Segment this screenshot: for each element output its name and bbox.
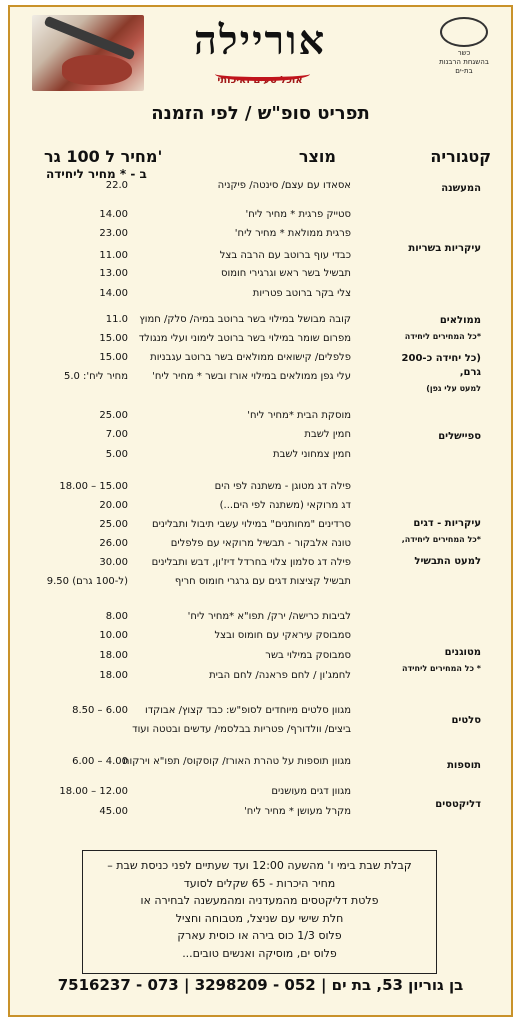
special-line: קבלת שבת בימי ו' מהשעה 12:00 ועד שעתיים לפני כניסת שבת – xyxy=(107,859,412,872)
item-price: 18.00 xyxy=(99,650,128,661)
menu-item-row xyxy=(10,410,511,428)
item-price: מחיר ליח': 5.0 xyxy=(63,371,128,382)
item-price: 9.50 (ל-100 גרם) xyxy=(46,576,128,587)
menu-item-row xyxy=(10,705,511,723)
header xyxy=(10,7,511,95)
menu-item-row xyxy=(10,724,511,742)
price-subheader: ב - * מחיר ליחידה xyxy=(46,167,147,181)
kosher-certificate xyxy=(433,17,495,76)
item-name: מפרום שומר במילוי בשר ברוטב לימוני ועלי מנגולד xyxy=(138,333,351,344)
kosher-seal-icon xyxy=(440,17,488,47)
item-price: 18.00 – 15.00 xyxy=(59,481,128,492)
menu-item-row xyxy=(10,806,511,824)
item-name: מוסקת הבית *מחיר ליח' xyxy=(247,410,351,421)
menu-item-row xyxy=(10,209,511,227)
category-name: עיקריות - דגים xyxy=(413,518,481,529)
item-price: 8.00 xyxy=(105,611,128,622)
kosher-line-1: כשר xyxy=(457,49,471,57)
category-note: *כל המחירים ליחידה xyxy=(404,332,481,341)
menu-page xyxy=(8,5,513,1017)
item-name: מגוון סלטים מיוחדים לסופ"ש: כבד קצוץ/ אבוקדו xyxy=(144,705,351,716)
item-name: כבדי עוף ברוטב עם הרבה בצל xyxy=(219,250,351,261)
restaurant-logo xyxy=(185,19,335,89)
menu-item-row xyxy=(10,352,511,370)
category-name: מטוגנים xyxy=(444,647,481,658)
item-name: לביבות כרישה/ ירק/ תפו"א *מחיר ליח' xyxy=(187,611,351,622)
chili-pepper-icon xyxy=(215,67,310,81)
menu-item-row xyxy=(10,429,511,447)
menu-item-row xyxy=(10,557,511,575)
menu-item-row xyxy=(10,630,511,648)
kosher-line-2: בהשגחת הרבנות xyxy=(439,58,489,66)
item-name: אסאדו עם עצם/ סינטה/ פיקניה xyxy=(217,180,351,191)
menu-item-row xyxy=(10,519,511,537)
special-line: פלוס ים, מוסיקה ואנשים טובים... xyxy=(182,946,337,960)
item-price: 8.50 – 6.00 xyxy=(72,705,128,716)
menu-item-row xyxy=(10,288,511,306)
kosher-line-3: בת-ים xyxy=(455,67,473,75)
menu-item-row xyxy=(10,756,511,774)
category-name: למעט התבשיל xyxy=(414,556,481,567)
item-name: פלפלים/ קישואים ממולאים בשר ברוטב עגבניות xyxy=(150,352,351,363)
item-name: תבשיל קציצות דגים עם גרגרי חומוס חריף xyxy=(174,576,351,587)
item-price: 22.0 xyxy=(105,180,128,191)
column-header-product: מוצר xyxy=(298,147,336,166)
item-price: 25.00 xyxy=(99,519,128,530)
item-price: 7.00 xyxy=(105,429,128,440)
menu-item-row xyxy=(10,449,511,467)
item-price: 10.00 xyxy=(99,630,128,641)
menu-item-row xyxy=(10,538,511,556)
item-name: פילה דג סלמון צלוי בחרדל דיז'ון, דבש ותבלינים xyxy=(151,557,351,568)
item-name: חמין לשבת xyxy=(304,429,351,440)
special-line: חלת שישי עם שניצל, מטבוחה וחציל xyxy=(175,911,344,925)
food-photo xyxy=(32,15,144,91)
category-name: ספיישלים xyxy=(438,431,481,442)
item-name: לחמג'ון / לחם פראנה/ לחם הבית xyxy=(209,670,351,681)
item-price: 45.00 xyxy=(99,806,128,817)
logo-name: אוריילה xyxy=(193,17,327,64)
item-price: 11.00 xyxy=(99,250,128,261)
special-line: פלטת דליקטסים מהמעדניה ומהמעשנה לבחירה או xyxy=(140,894,379,907)
item-price: 5.00 xyxy=(105,449,128,460)
item-price: 11.0 xyxy=(105,314,128,325)
item-name: קובה מבושל במילוי בשר ברוטב במיה/ סלק/ חמוץ xyxy=(139,314,351,325)
category-name: ממולאים xyxy=(439,315,481,326)
item-price: 25.00 xyxy=(99,410,128,421)
item-name: צלי בקר ברוטב פטריות xyxy=(252,288,351,299)
menu-item-row xyxy=(10,576,511,594)
category-name: (כל יחידה כ-200 גרם, xyxy=(401,353,481,378)
item-price: 15.00 xyxy=(99,333,128,344)
menu-item-row xyxy=(10,180,511,198)
category-note: *כל המחירים ליחידה, xyxy=(401,535,481,544)
item-name: חמין צמחוני לשבת xyxy=(273,449,351,460)
item-price: 26.00 xyxy=(99,538,128,549)
logo-tagline: אוכל טעים ואיכותי xyxy=(217,75,303,86)
menu-item-row xyxy=(10,314,511,332)
item-price: 13.00 xyxy=(99,268,128,279)
special-line: מחיר היכרות - 65 שקלים לסועד xyxy=(183,876,336,890)
item-name: מגוון תוספות על טהרת האורז/ קוסקוס/ תפו"א וירקות xyxy=(122,756,351,767)
menu-item-row xyxy=(10,481,511,499)
column-header-price: מחיר ל 100 גר' xyxy=(44,147,163,166)
item-price: 14.00 xyxy=(99,288,128,299)
item-price: 18.00 xyxy=(99,670,128,681)
item-name: מגוון דגים מעושנים xyxy=(271,786,351,797)
category-name: עיקריות בשריות xyxy=(408,243,481,254)
item-name: עלי גפן ממולאים במילוי אורז ובשר * מחיר ליח' xyxy=(152,371,351,382)
menu-title: תפריט סופ"ש / לפי הזמנה xyxy=(151,103,370,124)
menu-item-row xyxy=(10,228,511,246)
menu-item-row xyxy=(10,250,511,268)
category-note: * כל המחירים ליחידה xyxy=(401,664,481,673)
column-header-category: קטגוריה xyxy=(430,147,491,166)
category-name: תוספות xyxy=(447,760,481,771)
item-name: תבשיל בשר ראש וגרגירי חומוס xyxy=(221,268,351,279)
item-price: 30.00 xyxy=(99,557,128,568)
item-name: דג מרוקאי (משתנה לפי הים...) xyxy=(219,500,351,511)
item-name: ביצים/ וולדורף/ פטריות בבלסמי/ עדשים ובטטה ועוד xyxy=(132,724,351,735)
item-name: סטייק פרגית * מחיר ליח' xyxy=(245,209,351,220)
contact-footer: בן גוריון 53, בת ים | 052 - 3298209 | 073 - 7516237 xyxy=(57,976,464,994)
knife-illustration xyxy=(44,16,136,61)
special-line: פלוס 1/3 כוס בירה או כוסית עארק xyxy=(177,929,342,942)
item-price: 18.00 – 12.00 xyxy=(59,786,128,797)
menu-item-row xyxy=(10,650,511,668)
item-name: סמבוסק במילוי בשר xyxy=(265,650,351,661)
menu-item-row xyxy=(10,268,511,286)
category-name: המעשנה xyxy=(441,183,481,194)
item-price: 23.00 xyxy=(99,228,128,239)
menu-item-row xyxy=(10,611,511,629)
menu-item-row xyxy=(10,333,511,351)
menu-item-row xyxy=(10,500,511,518)
item-price: 20.00 xyxy=(99,500,128,511)
item-price: 6.00 – 4.00 xyxy=(72,756,128,767)
menu-item-row xyxy=(10,670,511,688)
item-name: טונה אלבקור - תבשיל מרוקאי עם פלפלים xyxy=(170,538,351,549)
item-price: 15.00 xyxy=(99,352,128,363)
item-name: פרגית ממולאת * מחיר ליח' xyxy=(234,228,351,239)
category-name: דליקטסים xyxy=(435,799,481,810)
meat-illustration xyxy=(62,55,132,85)
item-name: פילה דג מטוגן - משתנה לפי הים xyxy=(214,481,351,492)
menu-item-row xyxy=(10,786,511,804)
category-note: למעט עלי גפן) xyxy=(426,384,481,393)
friday-special-box xyxy=(82,850,437,974)
menu-item-row xyxy=(10,371,511,389)
item-name: סרדינים "מחותנים" במילוי עשבי תיבול ותבלינים xyxy=(152,519,351,530)
category-name: סלטים xyxy=(451,715,481,726)
item-name: סמבוסק עיראקי עם חומוס ובצל xyxy=(214,630,351,641)
item-name: מקרל מעושן * מחיר ליח' xyxy=(244,806,351,817)
item-price: 14.00 xyxy=(99,209,128,220)
